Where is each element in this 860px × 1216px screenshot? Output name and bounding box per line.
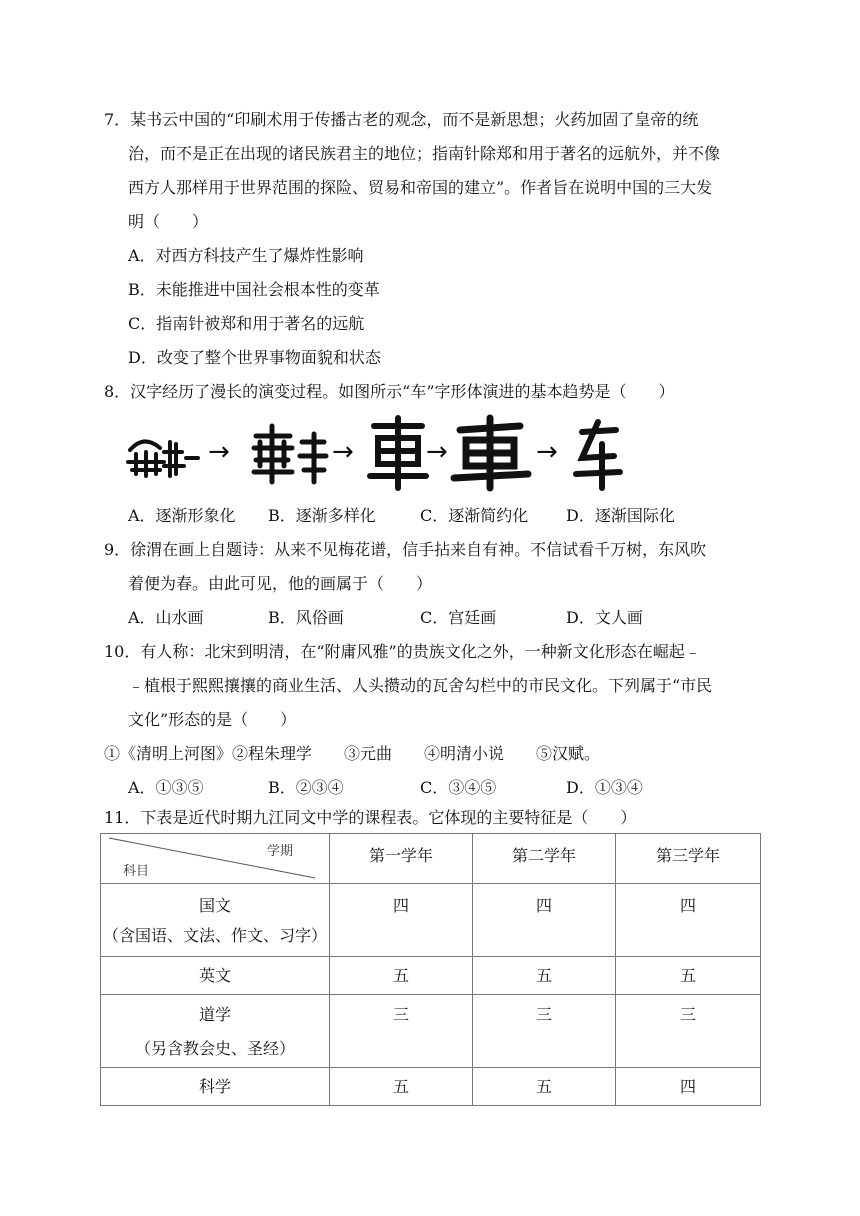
arrow-4: → (536, 437, 558, 467)
header-year-2: 第二学年 (473, 834, 616, 884)
subject-cell: 科学 (101, 1068, 330, 1106)
value-cell: 三 (330, 995, 473, 1068)
clerical-glyph (370, 418, 426, 488)
corner-subject-label: 科目 (123, 864, 150, 879)
q10-stem-line-3: 文化”形态的是（ ） (128, 710, 297, 729)
table-corner-cell (101, 834, 330, 884)
arrow-3: → (426, 437, 448, 467)
q10-option-a: A．①③⑤ (128, 778, 204, 797)
table-header-row (101, 834, 761, 884)
simplified-glyph (576, 422, 620, 488)
corner-term-label: 学期 (266, 844, 293, 859)
header-year-1: 第一学年 (330, 834, 473, 884)
value-cell: 四 (616, 884, 761, 957)
q8-option-c: C．逐渐简约化 (420, 506, 529, 525)
value-cell: 五 (616, 957, 761, 995)
subject-name: 国文 (198, 896, 231, 915)
value-cell: 五 (330, 1068, 473, 1106)
arrow-2: → (332, 437, 354, 467)
q10-stem-line-2: ﹣植根于熙熙攘攘的商业生活、人头攒动的瓦舍勾栏中的市民文化。下列属于“市民 (128, 676, 713, 695)
character-evolution-image (124, 412, 634, 492)
q7-stem-line-2: 治，而不是正在出现的诸民族君主的地位；指南针除郑和用于著名的远航外，并不像 (128, 144, 721, 163)
q8-option-d: D．逐渐国际化 (566, 506, 675, 525)
value-cell: 四 (330, 884, 473, 957)
q9-options (0, 608, 860, 628)
subject-note: （另含教会史、圣经） (134, 1039, 295, 1058)
bronze-glyph (254, 426, 326, 482)
table-row (101, 1068, 761, 1106)
table-row (101, 884, 761, 957)
oracle-bone-glyph (128, 441, 198, 476)
q9-option-c: C．宫廷画 (420, 608, 497, 627)
table-row (101, 995, 761, 1068)
value-cell: 四 (616, 1068, 761, 1106)
che-character-evolution-illustration (124, 412, 634, 492)
value-cell: 三 (616, 995, 761, 1068)
header-year-3: 第三学年 (616, 834, 761, 884)
q7-option-c: C．指南针被郑和用于著名的远航 (128, 314, 365, 333)
q7-option-b: B．未能推进中国社会根本性的变革 (128, 280, 380, 299)
subject-cell: 英文 (101, 957, 330, 995)
q7-stem-line-3: 西方人那样用于世界范围的探险、贸易和帝国的建立”。作者旨在说明中国的三大发 (128, 178, 713, 197)
q7-stem-line-4: 明（ ） (128, 212, 209, 231)
subject-cell (101, 884, 330, 957)
value-cell: 三 (473, 995, 616, 1068)
q8-option-b: B．逐渐多样化 (268, 506, 376, 525)
q10-stem-line-1: 10．有人称：北宋到明清，在“附庸风雅”的贵族文化之外，一种新文化形态在崛起﹣ (104, 642, 701, 661)
curriculum-table (100, 833, 761, 1106)
q7-option-a: A．对西方科技产生了爆炸性影响 (128, 246, 364, 265)
table-row (101, 957, 761, 995)
q8-options (0, 506, 860, 526)
q9-stem-line-2: 着便为春。由此可见，他的画属于（ ） (128, 574, 433, 593)
q10-option-c: C．③④⑤ (420, 778, 497, 797)
q11-stem: 11．下表是近代时期九江同文中学的课程表。它体现的主要特征是（ ） (104, 808, 637, 827)
q9-option-d: D．文人画 (566, 608, 643, 627)
value-cell: 五 (473, 957, 616, 995)
q10-option-d: D．①③④ (566, 778, 643, 797)
q9-stem-line-1: 9．徐渭在画上自题诗：从来不见梅花谱，信手拈来自有神。不信试看千万树，东风吹 (104, 540, 707, 559)
q10-options (0, 778, 860, 798)
q7-stem-line-1: 7．某书云中国的“印刷术用于传播古老的观念，而不是新思想；火药加固了皇帝的统 (104, 110, 699, 129)
regular-glyph (454, 418, 528, 488)
arrow-1: → (208, 437, 230, 467)
value-cell: 五 (330, 957, 473, 995)
q9-option-a: A．山水画 (128, 608, 204, 627)
q7-option-d: D．改变了整个世界事物面貌和状态 (128, 348, 381, 367)
q8-stem: 8．汉字经历了漫长的演变过程。如图所示“车”字形体演进的基本趋势是（ ） (104, 382, 675, 401)
subject-note: （含国语、文法、作文、习字） (102, 926, 327, 945)
q8-option-a: A．逐渐形象化 (128, 506, 236, 525)
q9-option-b: B．风俗画 (268, 608, 344, 627)
q10-items: ①《清明上河图》②程朱理学 ③元曲 ④明清小说 ⑤汉赋。 (104, 744, 601, 763)
q10-option-b: B．②③④ (268, 778, 344, 797)
subject-name: 道学 (198, 1005, 231, 1024)
value-cell: 四 (473, 884, 616, 957)
subject-cell (101, 995, 330, 1068)
value-cell: 五 (473, 1068, 616, 1106)
